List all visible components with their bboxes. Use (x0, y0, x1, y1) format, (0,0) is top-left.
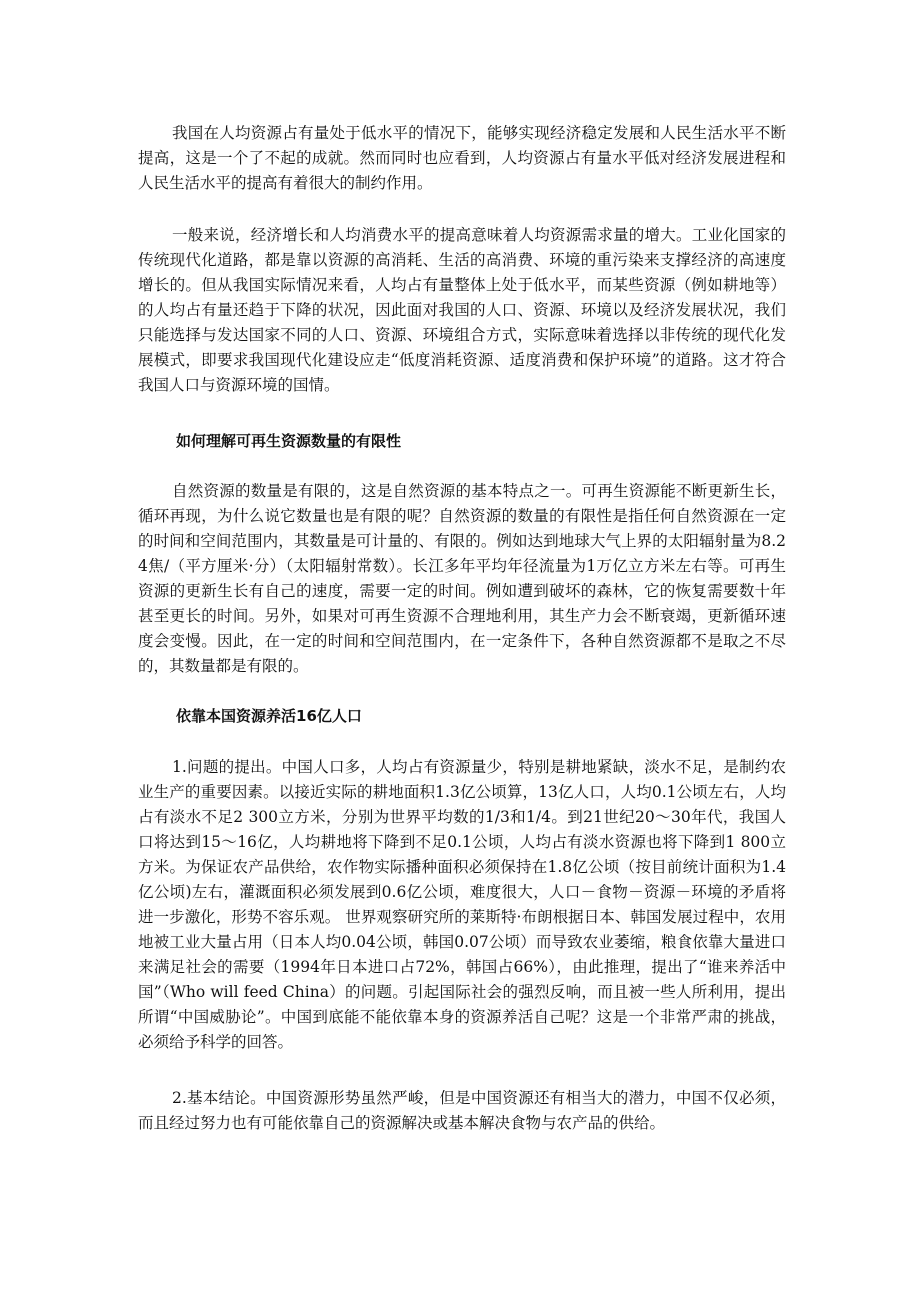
paragraph-basic-conclusion: 2.基本结论。中国资源形势虽然严峻，但是中国资源还有相当大的潜力，中国不仅必须，而且经过努力也有可能依靠自己的资源解决或基本解决食物与农产品的供给。 (138, 1089, 786, 1132)
paragraph-resource-per-capita: 我国在人均资源占有量处于低水平的情况下，能够实现经济稳定发展和人民生活水平不断提高，这是一个了不起的成就。然而同时也应看到，人均资源占有量水平低对经济发展进程和人民生活水平的提高有着很大的制约作用。 (138, 124, 786, 192)
paragraph-development-path: 一般来说，经济增长和人均消费水平的提高意味着人均资源需求量的增大。工业化国家的传统现代化道路，都是靠以资源的高消耗、生活的高消费、环境的重污染来支撑经济的高速度增长的。但从我国实际情况来看，人均占有量整体上处于低水平，而某些资源（例如耕地等）的人均占有量还趋于下降的状况，因此面对我国的人口、资源、环境以及经济发展状况，我们只能选择与发达国家不同的人口、资源、环境组合方式，实际意味着选择以非传统的现代化发展模式，即要求我国现代化建设应走“低度消耗资源、适度消费和保护环境”的道路。这才符合我国人口与资源环境的国情。 (138, 226, 786, 394)
paragraph-problem-statement: 1.问题的提出。中国人口多，人均占有资源量少，特别是耕地紧缺，淡水不足，是制约农业生产的重要因素。以接近实际的耕地面积1.3亿公顷算，13亿人口，人均0.1公顷左右，人均占有淡水不足2 300立方米，分别为世界平均数的1/3和1/4。到21世纪20～30年代，我国人口将达到15～16亿，人均耕地将下降到不足0.1公顷，人均占有淡水资源也将下降到1 800立方米。为保证农产品供给，农作物实际播种面积必须保持在1.8亿公顷（按目前统计面积为1.4亿公顷)左右，灌溉面积必须发展到0.6亿公顷，难度很大，人口－食物－资源－环境的矛盾将进一步激化，形势不容乐观。 世界观察研究所的莱斯特·布朗根据日本、韩国发展过程中，农用地被工业大量占用（日本人均0.04公顷，韩国0.07公顷）而导致农业萎缩，粮食依靠大量进口来满足社会的需要（1994年日本进口占72%，韩国占66%），由此推理，提出了“谁来养活中国”（Who will feed China）的问题。引起国际社会的强烈反响，而且被一些人所利用，提出所谓“中国威胁论”。中国到底能不能依靠本身的资源养活自己呢？这是一个非常严肃的挑战，必须给予科学的回答。 (138, 758, 786, 1051)
section-heading-renewable-resources: 如何理解可再生资源数量的有限性 (176, 432, 402, 450)
paragraph-renewable-resources: 自然资源的数量是有限的，这是自然资源的基本特点之一。可再生资源能不断更新生长，循环再现，为什么说它数量也是有限的呢？自然资源的数量的有限性是指任何自然资源在一定的时间和空间范围内，其数量是可计量的、有限的。例如达到地球大气上界的太阳辐射量为8.24焦/（平方厘米·分）（太阳辐射常数）。长江多年平均年径流量为1万亿立方米左右等。可再生资源的更新生长有自己的速度，需要一定的时间。例如遭到破坏的森林，它的恢复需要数十年甚至更长的时间。另外，如果对可再生资源不合理地利用，其生产力会不断衰竭，更新循环速度会变慢。因此，在一定的时间和空间范围内，在一定条件下，各种自然资源都不是取之不尽的，其数量都是有限的。 (138, 482, 786, 675)
document-page (138, 121, 786, 1161)
section-heading-feeding-population: 依靠本国资源养活16亿人口 (176, 707, 362, 725)
